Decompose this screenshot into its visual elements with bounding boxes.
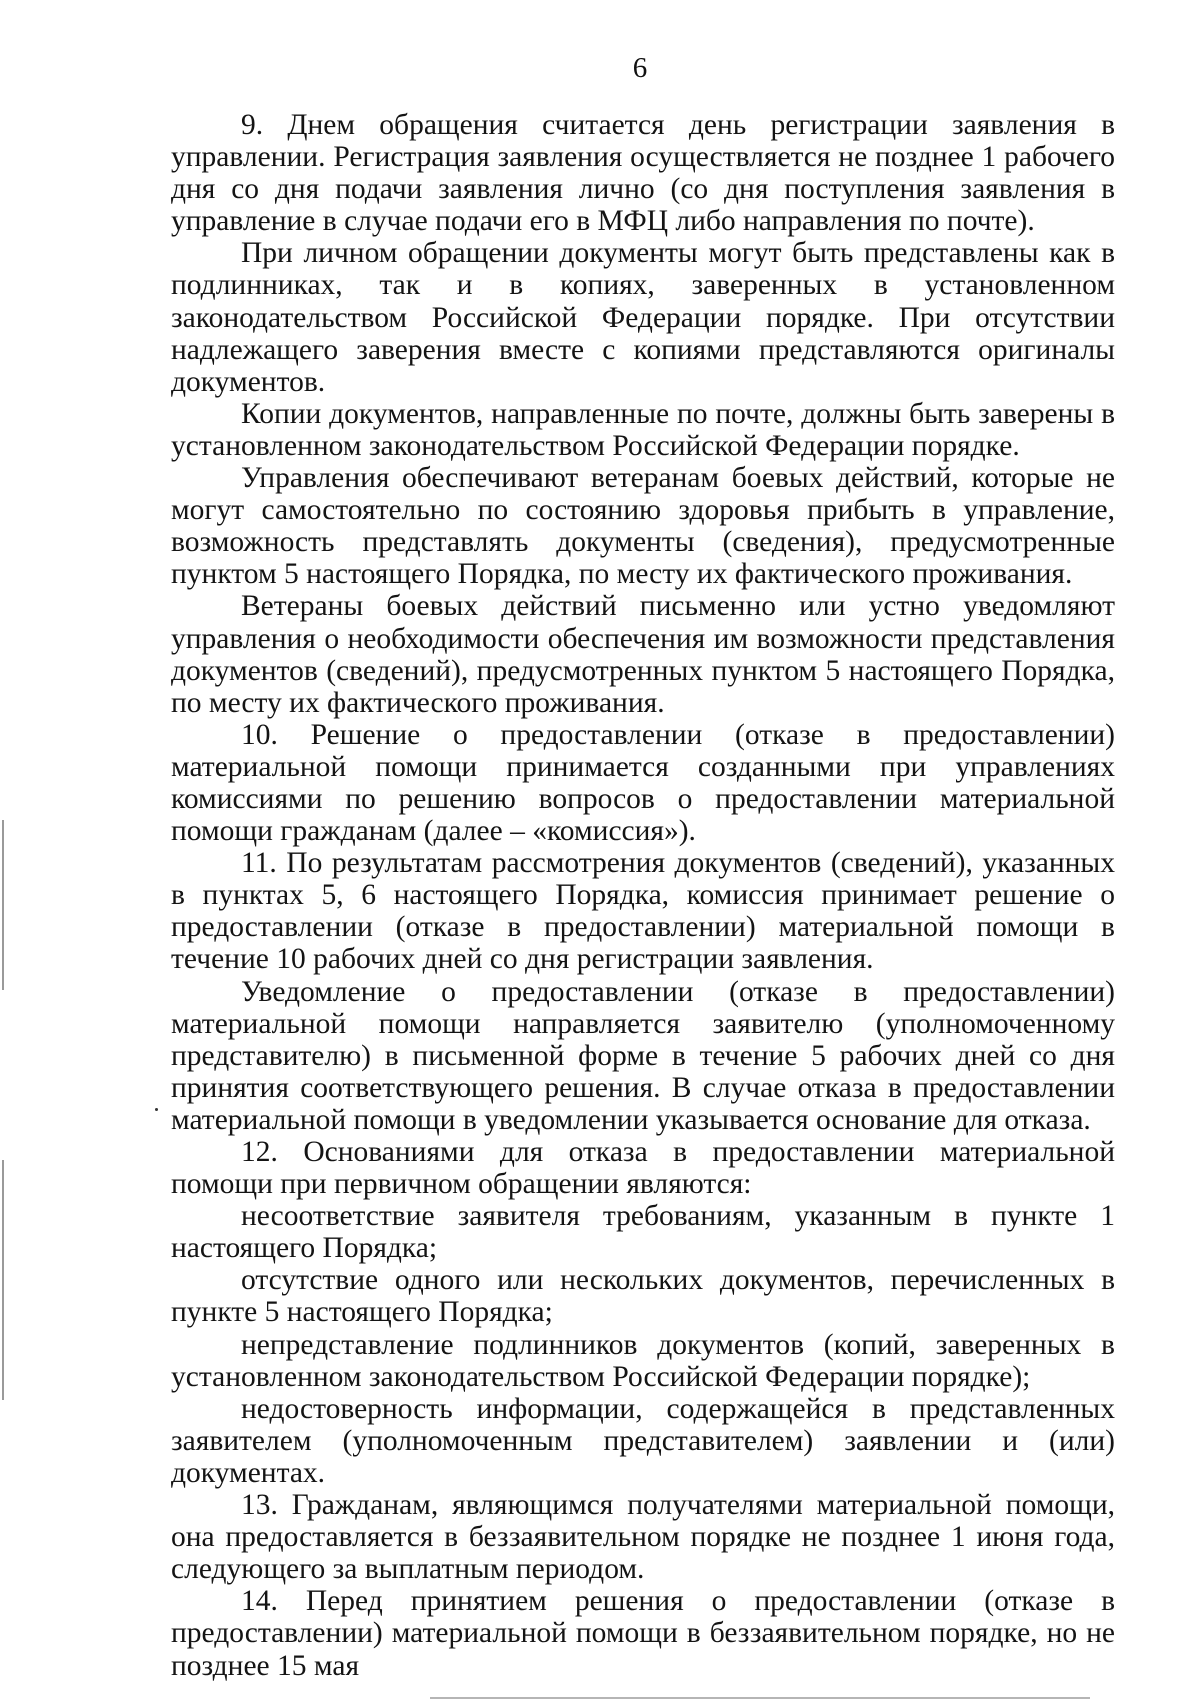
refusal-ground-item: непредставление подлинников документов (копий, заверенных в установленном законодательством Российской Федерации порядке); <box>171 1328 1115 1393</box>
paragraph-14: 14. Перед принятием решения о предоставлении (отказе в предоставлении) материальной помощи в беззаявительном порядке, но не позднее 15 мая <box>171 1585 1115 1682</box>
scan-margin-line <box>2 1160 4 1400</box>
scan-bottom-rule <box>430 1697 1090 1699</box>
paragraph-veterans-notification: Ветераны боевых действий письменно или устно уведомляют управления о необходимости обеспечения им возможности представления документов (сведений), предусмотренных пунктом 5 настоящего Порядка, по месту их фактического проживания. <box>171 590 1115 719</box>
paragraph-personal-submission: При личном обращении документы могут быть представлены как в подлинниках, так и в копиях, заверенных в установленном законодательством Российской Федерации порядке. При отсутствии надлежащего заверения вместе с копиями представляются оригиналы документов. <box>171 237 1115 398</box>
refusal-ground-item: отсутствие одного или нескольких документов, перечисленных в пункте 5 настоящего Порядка; <box>171 1264 1115 1329</box>
paragraph-13: 13. Гражданам, являющимся получателями материальной помощи, она предоставляется в беззаявительном порядке не позднее 1 июня года, следующего за выплатным периодом. <box>171 1489 1115 1586</box>
refusal-ground-item: недостоверность информации, содержащейся в представленных заявителем (уполномоченным представителем) заявлении и (или) документах. <box>171 1392 1115 1489</box>
paragraph-notification: Уведомление о предоставлении (отказе в предоставлении) материальной помощи направляется заявителю (уполномоченному представителю) в письменной форме в течение 5 рабочих дней со дня принятия соответствующего решения. В случае отказа в предоставлении материальной помощи в уведомлении указывается основание для отказа. <box>171 975 1115 1136</box>
paragraph-veterans-home-service: Управления обеспечивают ветеранам боевых действий, которые не могут самостоятельно по состоянию здоровья прибыть в управление, возможность представлять документы (сведения), предусмотренные пунктом 5 настоящего Порядка, по месту их фактического проживания. <box>171 462 1115 591</box>
paragraph-9: 9. Днем обращения считается день регистрации заявления в управлении. Регистрация заявления осуществляется не позднее 1 рабочего дня со дня подачи заявления лично (со дня поступления заявления в управление в случае подачи его в МФЦ либо направления по почте). <box>171 109 1115 238</box>
scan-margin-line <box>2 820 4 990</box>
paragraph-12: 12. Основаниями для отказа в предоставлении материальной помощи при первичном обращении являются: <box>171 1136 1115 1201</box>
scan-speck <box>155 1108 158 1111</box>
page-number: 6 <box>632 52 648 84</box>
paragraph-10: 10. Решение о предоставлении (отказе в предоставлении) материальной помощи принимается созданными при управлениях комиссиями по решению вопросов о предоставлении материальной помощи гражданам (далее – «комиссия»). <box>171 718 1115 848</box>
paragraph-mail-copies: Копии документов, направленные по почте, должны быть заверены в установленном законодательством Российской Федерации порядке. <box>171 397 1115 462</box>
refusal-ground-item: несоответствие заявителя требованиям, указанным в пункте 1 настоящего Порядка; <box>171 1200 1115 1265</box>
document-body <box>171 109 1115 1682</box>
paragraph-11: 11. По результатам рассмотрения документов (сведений), указанных в пунктах 5, 6 настоящего Порядка, комиссия принимает решение о предоставлении (отказе в предоставлении) материальной помощи в течение 10 рабочих дней со дня регистрации заявления. <box>171 847 1115 976</box>
